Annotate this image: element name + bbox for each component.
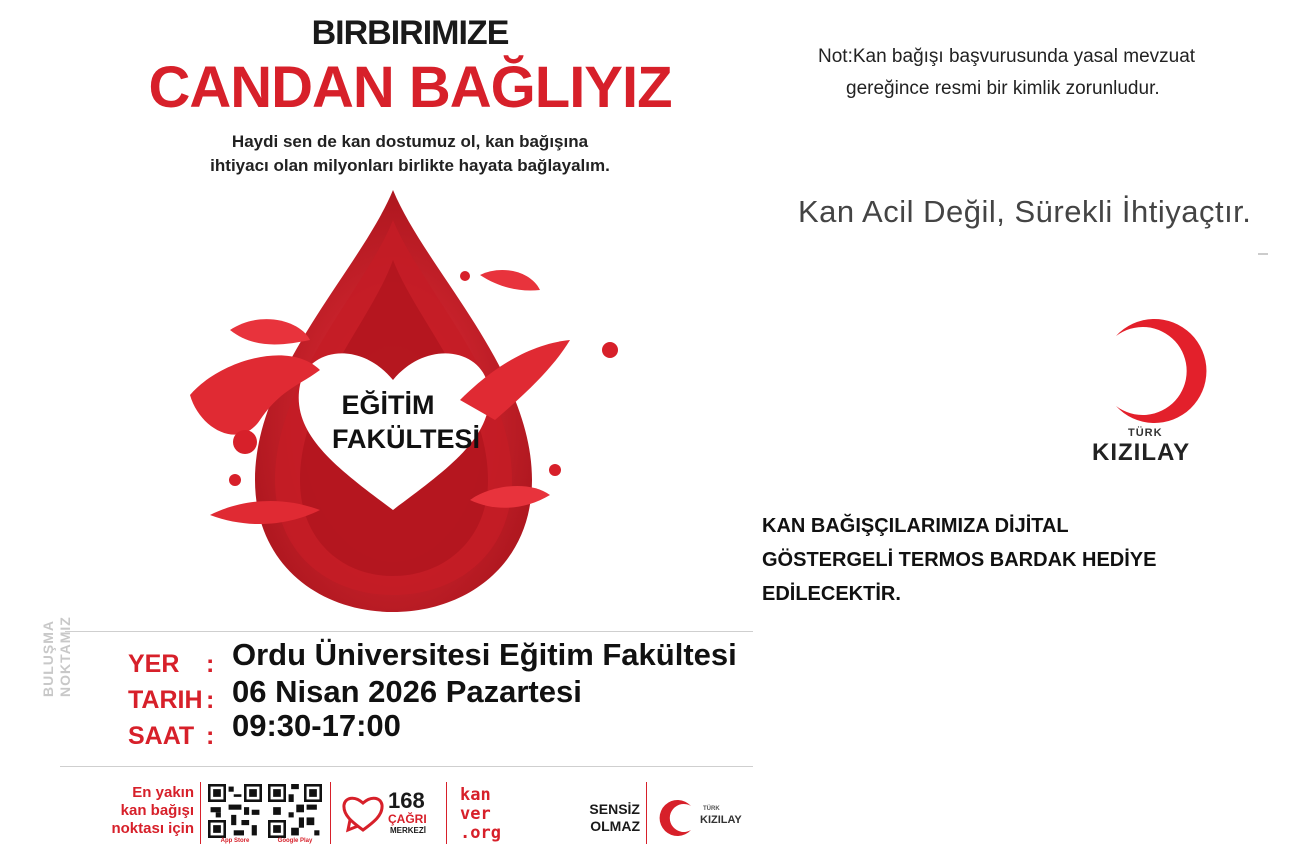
- vertical-label: [40, 567, 90, 697]
- location-value: Ordu Üniversitesi Eğitim Fakültesi: [232, 637, 737, 672]
- kizilay-small-label: KIZILAY: [700, 814, 742, 826]
- sensiz-line-2: OLMAZ: [590, 818, 640, 834]
- date-value: 06 Nisan 2026 Pazartesi: [232, 674, 582, 709]
- heart-text-line-1: EĞİTİM: [341, 390, 435, 420]
- vertical-label-line-1: BULUŞMA: [40, 620, 56, 697]
- date-colon: :: [206, 686, 215, 714]
- kizilay-crescent-small-icon: [653, 796, 697, 840]
- id-note-line-2: gereğince resmi bir kimlik zorunludur.: [846, 78, 1160, 99]
- kanver-line-1: kan: [460, 785, 491, 805]
- droplet-5: [460, 271, 470, 281]
- gift-notice-line-3: EDİLECEKTİR.: [762, 583, 901, 605]
- footer-cta-line-1: En yakın: [132, 784, 194, 801]
- subline-2: ihtiyacı olan milyonları birlikte hayata bağlayalım.: [210, 156, 610, 175]
- footer-cta-line-2: kan bağışı: [120, 802, 194, 819]
- time-value: 09:30-17:00: [232, 708, 401, 743]
- subline-1: Haydi sen de kan dostumuz ol, kan bağışına: [231, 132, 589, 151]
- call-center-label-1: ÇAĞRI: [388, 812, 427, 826]
- headline-top: BIRBIRIMIZE: [311, 14, 509, 52]
- divider-bottom: [60, 766, 753, 767]
- sensiz-olmaz-slogan: [576, 801, 640, 835]
- heart-text-line-2: FAKÜLTESİ: [332, 424, 480, 454]
- slogan: Kan Acil Değil, Sürekli İhtiyaçtır.: [798, 194, 1252, 229]
- kanver-link[interactable]: [460, 786, 510, 843]
- time-label: SAAT: [128, 722, 195, 750]
- droplet-1: [233, 430, 257, 454]
- date-label: TARIH: [128, 686, 203, 714]
- call-center-label-2: MERKEZİ: [390, 826, 426, 835]
- location-colon: :: [206, 650, 215, 678]
- droplet-3: [229, 474, 241, 486]
- call-center-number: 168: [388, 788, 425, 813]
- droplet-2: [602, 342, 618, 358]
- droplet-4: [549, 464, 561, 476]
- sensiz-line-1: SENSİZ: [589, 801, 640, 817]
- google-play-caption: Google Play: [277, 838, 313, 844]
- footer-cta-line-3: noktası için: [111, 820, 194, 837]
- splash-left-2: [230, 319, 310, 344]
- slogan-mark: [1258, 253, 1268, 255]
- logo-turk-label: TÜRK: [1128, 427, 1163, 439]
- kanver-line-2: ver: [460, 804, 491, 824]
- footer-cta: [84, 784, 194, 838]
- logo-kizilay-label: KIZILAY: [1092, 439, 1191, 466]
- gift-notice-line-2: GÖSTERGELİ TERMOS BARDAK HEDİYE: [762, 549, 1157, 571]
- splash-right-2: [480, 270, 540, 290]
- divider-top: [65, 631, 753, 632]
- heart-call-icon: [340, 790, 386, 836]
- turk-small-label: TÜRK: [703, 806, 720, 812]
- footer-separator: [646, 782, 647, 844]
- vertical-label-line-2: NOKTAMIZ: [57, 616, 73, 697]
- google-play-qr-code[interactable]: [268, 784, 322, 838]
- app-store-caption: App Store: [220, 838, 250, 844]
- gift-notice-line-1: KAN BAĞIŞÇILARIMIZA DİJİTAL: [762, 515, 1069, 537]
- app-store-qr-code[interactable]: [208, 784, 262, 838]
- kizilay-crescent-logo: [1086, 316, 1210, 426]
- kanver-line-3: .org: [460, 823, 501, 843]
- id-note-line-1: Not:Kan bağışı başvurusunda yasal mevzuat: [818, 46, 1196, 67]
- footer-separator: [200, 782, 201, 844]
- time-colon: :: [206, 722, 215, 750]
- footer-separator: [446, 782, 447, 844]
- location-label: YER: [128, 650, 180, 678]
- headline-main: CANDAN BAĞLIYIZ: [148, 55, 672, 120]
- footer-separator: [330, 782, 331, 844]
